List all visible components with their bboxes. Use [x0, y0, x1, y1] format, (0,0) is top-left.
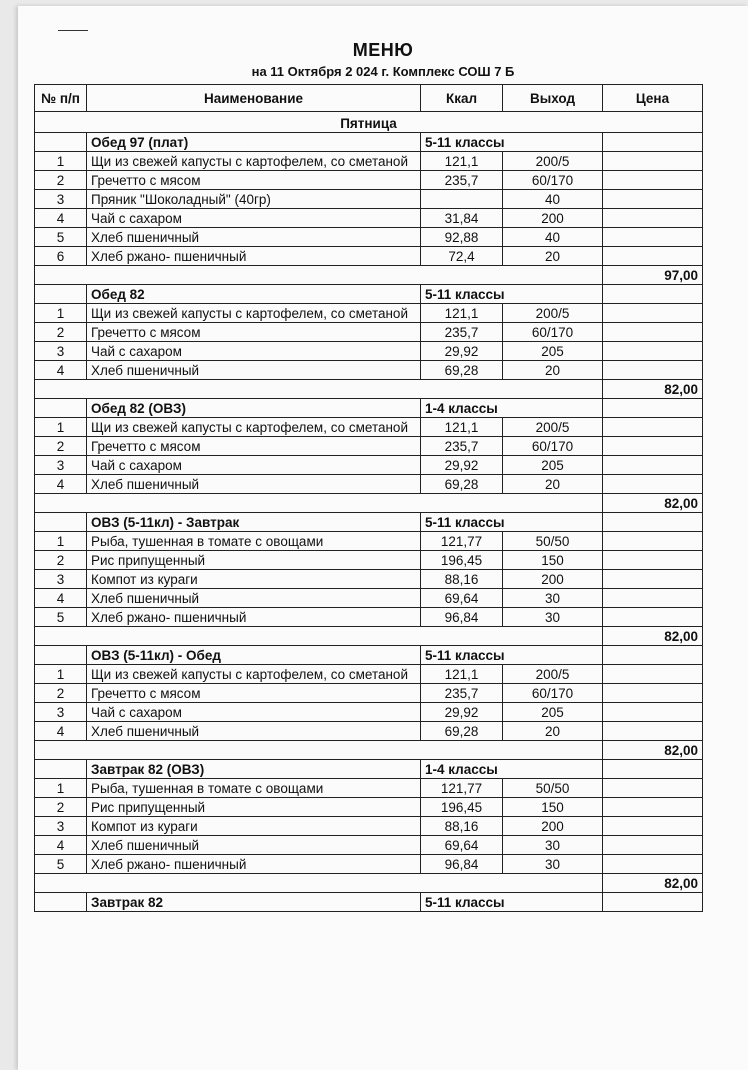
table-row	[35, 475, 703, 494]
item-number: 4	[35, 209, 87, 228]
item-output: 20	[503, 722, 603, 741]
item-output: 200	[503, 570, 603, 589]
item-price	[603, 665, 703, 684]
item-name: Хлеб ржано- пшеничный	[87, 247, 421, 266]
section-price-cell	[603, 399, 703, 418]
table-header-row	[35, 85, 703, 112]
item-output: 20	[503, 361, 603, 380]
item-price	[603, 171, 703, 190]
table-row	[35, 456, 703, 475]
item-name: Хлеб пшеничный	[87, 361, 421, 380]
section-total-row	[35, 627, 703, 646]
total-blank	[35, 380, 603, 399]
item-price	[603, 247, 703, 266]
document-sheet	[18, 6, 748, 1070]
section-classes: 5-11 классы	[421, 285, 603, 304]
header-num: № п/п	[35, 85, 87, 112]
table-row	[35, 304, 703, 323]
section-header-row	[35, 893, 703, 912]
table-row	[35, 684, 703, 703]
item-number: 5	[35, 608, 87, 627]
item-kcal: 69,64	[421, 836, 503, 855]
item-output: 60/170	[503, 437, 603, 456]
item-number: 1	[35, 152, 87, 171]
item-name: Чай с сахаром	[87, 342, 421, 361]
section-header-row	[35, 285, 703, 304]
item-kcal: 69,28	[421, 722, 503, 741]
item-output: 40	[503, 190, 603, 209]
section-num-cell	[35, 893, 87, 912]
item-number: 2	[35, 684, 87, 703]
item-output: 20	[503, 475, 603, 494]
item-output: 60/170	[503, 684, 603, 703]
item-kcal: 31,84	[421, 209, 503, 228]
item-number: 4	[35, 589, 87, 608]
item-kcal: 88,16	[421, 817, 503, 836]
item-output: 60/170	[503, 171, 603, 190]
item-price	[603, 228, 703, 247]
item-number: 2	[35, 171, 87, 190]
item-name: Пряник "Шоколадный" (40гр)	[87, 190, 421, 209]
item-number: 4	[35, 361, 87, 380]
section-classes: 5-11 классы	[421, 133, 603, 152]
item-kcal: 88,16	[421, 570, 503, 589]
item-name: Хлеб пшеничный	[87, 836, 421, 855]
item-output: 200	[503, 817, 603, 836]
section-classes: 5-11 классы	[421, 893, 603, 912]
section-num-cell	[35, 760, 87, 779]
item-number: 1	[35, 304, 87, 323]
table-row	[35, 570, 703, 589]
item-kcal: 96,84	[421, 855, 503, 874]
item-name: Рис припущенный	[87, 798, 421, 817]
section-classes: 5-11 классы	[421, 513, 603, 532]
item-kcal: 196,45	[421, 551, 503, 570]
item-name: Чай с сахаром	[87, 209, 421, 228]
item-output: 30	[503, 589, 603, 608]
section-num-cell	[35, 133, 87, 152]
section-header-row	[35, 513, 703, 532]
item-number: 2	[35, 551, 87, 570]
section-total-price: 82,00	[603, 494, 703, 513]
table-row	[35, 855, 703, 874]
item-price	[603, 209, 703, 228]
section-price-cell	[603, 133, 703, 152]
table-row	[35, 418, 703, 437]
item-name: Рыба, тушенная в томате с овощами	[87, 532, 421, 551]
total-blank	[35, 266, 603, 285]
item-price	[603, 817, 703, 836]
item-name: Компот из кураги	[87, 570, 421, 589]
item-output: 50/50	[503, 779, 603, 798]
item-price	[603, 342, 703, 361]
item-number: 5	[35, 228, 87, 247]
day-label: Пятница	[35, 112, 703, 133]
table-row	[35, 152, 703, 171]
item-number: 3	[35, 703, 87, 722]
section-name: Обед 97 (плат)	[87, 133, 421, 152]
item-output: 200/5	[503, 665, 603, 684]
table-row	[35, 437, 703, 456]
section-total-row	[35, 494, 703, 513]
pen-mark	[58, 30, 88, 31]
total-blank	[35, 874, 603, 893]
item-kcal: 121,1	[421, 304, 503, 323]
item-kcal: 72,4	[421, 247, 503, 266]
item-price	[603, 323, 703, 342]
item-price	[603, 418, 703, 437]
item-number: 1	[35, 418, 87, 437]
section-name: ОВЗ (5-11кл) - Завтрак	[87, 513, 421, 532]
item-output: 150	[503, 551, 603, 570]
item-name: Чай с сахаром	[87, 456, 421, 475]
item-kcal: 69,28	[421, 361, 503, 380]
section-price-cell	[603, 285, 703, 304]
section-total-row	[35, 380, 703, 399]
item-output: 205	[503, 456, 603, 475]
menu-body	[35, 112, 703, 912]
item-output: 30	[503, 855, 603, 874]
item-kcal: 29,92	[421, 342, 503, 361]
item-name: Хлеб пшеничный	[87, 228, 421, 247]
item-name: Хлеб ржано- пшеничный	[87, 855, 421, 874]
item-number: 3	[35, 190, 87, 209]
item-price	[603, 551, 703, 570]
table-row	[35, 247, 703, 266]
item-number: 6	[35, 247, 87, 266]
item-name: Хлеб пшеничный	[87, 589, 421, 608]
table-row	[35, 665, 703, 684]
section-num-cell	[35, 285, 87, 304]
section-name: Завтрак 82 (ОВЗ)	[87, 760, 421, 779]
header-kcal: Ккал	[421, 85, 503, 112]
table-row	[35, 551, 703, 570]
item-kcal: 121,77	[421, 779, 503, 798]
item-name: Гречетто с мясом	[87, 684, 421, 703]
item-number: 1	[35, 665, 87, 684]
item-number: 2	[35, 323, 87, 342]
header-price: Цена	[603, 85, 703, 112]
item-price	[603, 190, 703, 209]
item-number: 4	[35, 836, 87, 855]
item-kcal: 196,45	[421, 798, 503, 817]
item-output: 50/50	[503, 532, 603, 551]
item-kcal: 96,84	[421, 608, 503, 627]
item-number: 2	[35, 437, 87, 456]
item-name: Щи из свежей капусты с картофелем, со сметаной	[87, 152, 421, 171]
table-row	[35, 171, 703, 190]
total-blank	[35, 627, 603, 646]
item-price	[603, 836, 703, 855]
item-output: 200/5	[503, 152, 603, 171]
item-kcal: 69,64	[421, 589, 503, 608]
item-name: Щи из свежей капусты с картофелем, со сметаной	[87, 304, 421, 323]
section-classes: 1-4 классы	[421, 760, 603, 779]
item-number: 3	[35, 456, 87, 475]
item-price	[603, 437, 703, 456]
total-blank	[35, 494, 603, 513]
item-output: 150	[503, 798, 603, 817]
item-price	[603, 589, 703, 608]
item-name: Гречетто с мясом	[87, 171, 421, 190]
section-price-cell	[603, 893, 703, 912]
item-name: Компот из кураги	[87, 817, 421, 836]
item-kcal: 121,77	[421, 532, 503, 551]
section-total-price: 97,00	[603, 266, 703, 285]
section-num-cell	[35, 399, 87, 418]
item-output: 200	[503, 209, 603, 228]
table-row	[35, 779, 703, 798]
item-output: 205	[503, 342, 603, 361]
section-name: Обед 82	[87, 285, 421, 304]
item-number: 1	[35, 779, 87, 798]
item-kcal: 121,1	[421, 665, 503, 684]
item-name: Рис припущенный	[87, 551, 421, 570]
item-name: Рыба, тушенная в томате с овощами	[87, 779, 421, 798]
menu-table	[34, 84, 703, 912]
table-row	[35, 798, 703, 817]
item-price	[603, 456, 703, 475]
item-price	[603, 570, 703, 589]
item-kcal: 121,1	[421, 418, 503, 437]
table-row	[35, 722, 703, 741]
total-blank	[35, 741, 603, 760]
item-number: 5	[35, 855, 87, 874]
item-output: 40	[503, 228, 603, 247]
item-price	[603, 475, 703, 494]
item-name: Щи из свежей капусты с картофелем, со сметаной	[87, 418, 421, 437]
section-total-price: 82,00	[603, 741, 703, 760]
table-row	[35, 608, 703, 627]
section-name: Обед 82 (ОВЗ)	[87, 399, 421, 418]
item-price	[603, 779, 703, 798]
table-row	[35, 342, 703, 361]
section-header-row	[35, 760, 703, 779]
table-row	[35, 361, 703, 380]
table-row	[35, 209, 703, 228]
item-price	[603, 532, 703, 551]
item-number: 2	[35, 798, 87, 817]
section-price-cell	[603, 760, 703, 779]
item-kcal	[421, 190, 503, 209]
item-price	[603, 361, 703, 380]
item-number: 4	[35, 722, 87, 741]
item-name: Хлеб пшеничный	[87, 722, 421, 741]
table-row	[35, 532, 703, 551]
item-price	[603, 152, 703, 171]
item-kcal: 29,92	[421, 703, 503, 722]
item-number: 4	[35, 475, 87, 494]
item-price	[603, 722, 703, 741]
section-total-row	[35, 874, 703, 893]
section-name: ОВЗ (5-11кл) - Обед	[87, 646, 421, 665]
table-row	[35, 589, 703, 608]
item-kcal: 235,7	[421, 323, 503, 342]
item-name: Гречетто с мясом	[87, 323, 421, 342]
section-name: Завтрак 82	[87, 893, 421, 912]
item-name: Хлеб ржано- пшеничный	[87, 608, 421, 627]
day-row	[35, 112, 703, 133]
item-output: 30	[503, 836, 603, 855]
item-kcal: 92,88	[421, 228, 503, 247]
section-price-cell	[603, 646, 703, 665]
section-classes: 1-4 классы	[421, 399, 603, 418]
item-kcal: 121,1	[421, 152, 503, 171]
item-kcal: 235,7	[421, 171, 503, 190]
item-output: 200/5	[503, 304, 603, 323]
item-number: 3	[35, 570, 87, 589]
item-output: 20	[503, 247, 603, 266]
item-output: 30	[503, 608, 603, 627]
item-kcal: 69,28	[421, 475, 503, 494]
item-output: 60/170	[503, 323, 603, 342]
section-total-row	[35, 741, 703, 760]
section-header-row	[35, 133, 703, 152]
item-kcal: 235,7	[421, 684, 503, 703]
item-number: 3	[35, 817, 87, 836]
section-price-cell	[603, 513, 703, 532]
table-row	[35, 817, 703, 836]
item-output: 200/5	[503, 418, 603, 437]
section-classes: 5-11 классы	[421, 646, 603, 665]
table-row	[35, 703, 703, 722]
item-number: 1	[35, 532, 87, 551]
header-name: Наименование	[87, 85, 421, 112]
item-name: Щи из свежей капусты с картофелем, со сметаной	[87, 665, 421, 684]
table-row	[35, 190, 703, 209]
page-subtitle: на 11 Октября 2 024 г. Комплекс СОШ 7 Б	[251, 64, 515, 79]
header-out: Выход	[503, 85, 603, 112]
item-price	[603, 684, 703, 703]
item-kcal: 235,7	[421, 437, 503, 456]
item-number: 3	[35, 342, 87, 361]
page-title: МЕНЮ	[352, 40, 414, 60]
item-price	[603, 855, 703, 874]
item-price	[603, 703, 703, 722]
item-price	[603, 798, 703, 817]
section-total-price: 82,00	[603, 380, 703, 399]
item-name: Хлеб пшеничный	[87, 475, 421, 494]
item-kcal: 29,92	[421, 456, 503, 475]
item-name: Гречетто с мясом	[87, 437, 421, 456]
item-output: 205	[503, 703, 603, 722]
table-row	[35, 228, 703, 247]
section-total-price: 82,00	[603, 874, 703, 893]
item-price	[603, 608, 703, 627]
table-row	[35, 323, 703, 342]
item-name: Чай с сахаром	[87, 703, 421, 722]
section-num-cell	[35, 513, 87, 532]
section-total-row	[35, 266, 703, 285]
table-row	[35, 836, 703, 855]
section-num-cell	[35, 646, 87, 665]
section-header-row	[35, 646, 703, 665]
section-total-price: 82,00	[603, 627, 703, 646]
section-header-row	[35, 399, 703, 418]
item-price	[603, 304, 703, 323]
